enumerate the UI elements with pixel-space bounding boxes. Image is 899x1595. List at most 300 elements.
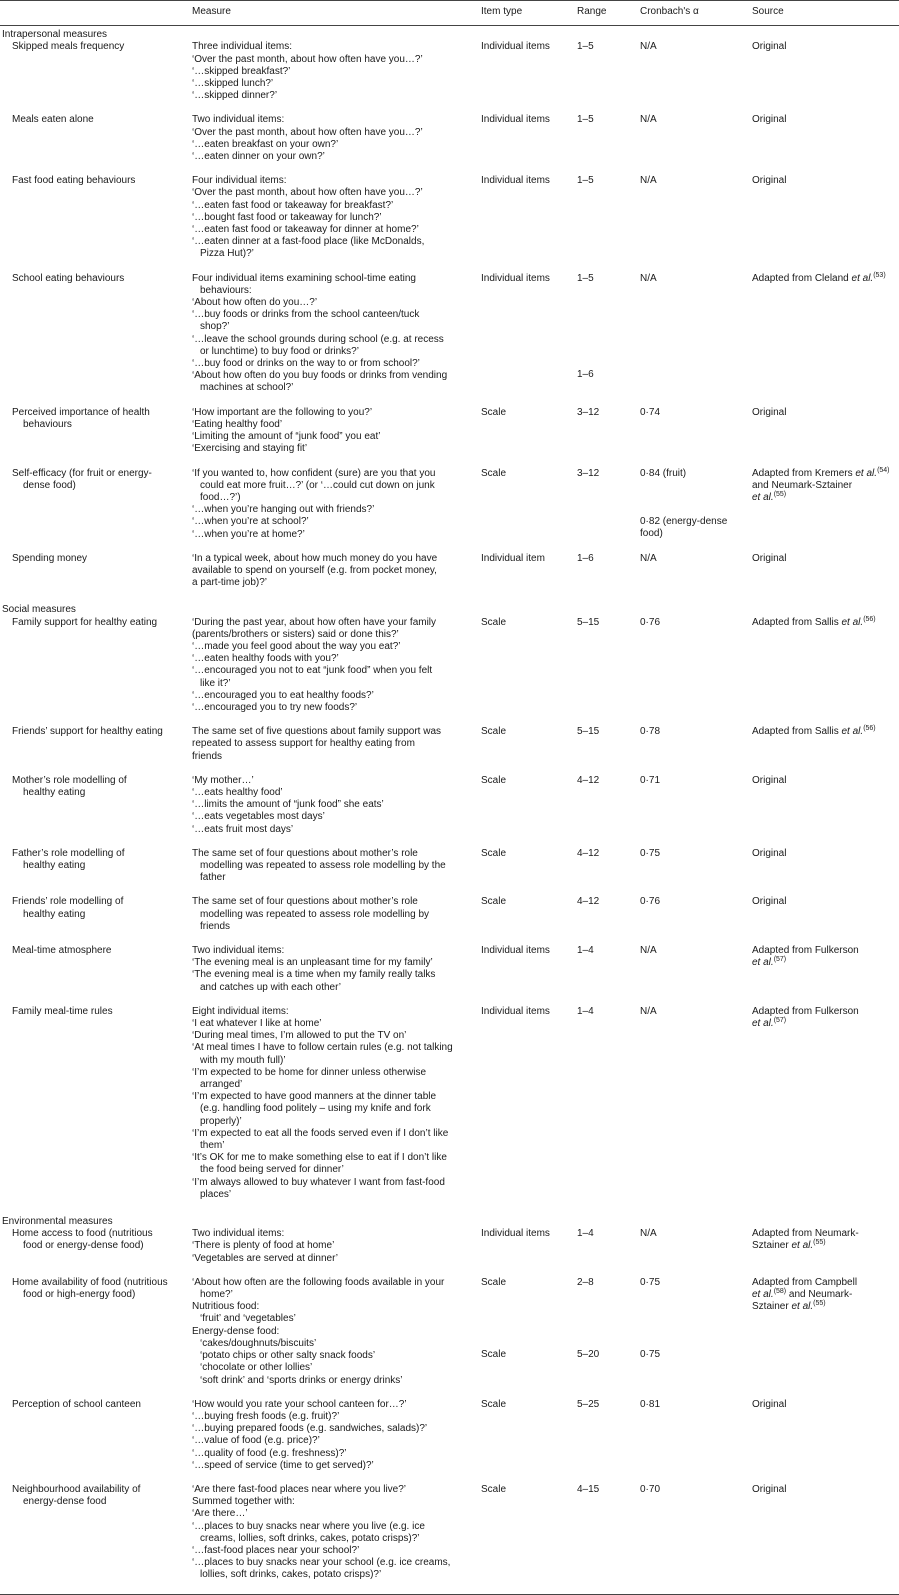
- table-row: [0, 1399, 899, 1484]
- measure-line: ‘…quality of food (e.g. freshness)?’: [192, 1447, 347, 1459]
- range-value: 1–5: [577, 41, 594, 53]
- source-cell: [752, 407, 899, 468]
- source-text: Original: [752, 774, 787, 786]
- source-line: [752, 553, 899, 565]
- measure-line: friends: [192, 750, 223, 762]
- reference-number: (56): [863, 615, 876, 623]
- item-type-cell: [481, 945, 577, 1006]
- measure-name: food or energy-dense food): [23, 1240, 144, 1252]
- alpha-value: N/A: [640, 945, 657, 956]
- measure-name: Neighbourhood availability of: [12, 1483, 141, 1495]
- range-value: 3–12: [577, 467, 600, 479]
- source-line: [752, 1240, 899, 1252]
- measure-line: ‘If you wanted to, how confident (sure) are you that you: [192, 467, 436, 479]
- section-header-row: [0, 1213, 899, 1228]
- item-type-cell: [481, 114, 577, 175]
- table-row: [0, 1228, 899, 1277]
- measure-name: Friends’ support for healthy eating: [12, 726, 163, 738]
- measure-name-cell: [0, 726, 192, 775]
- item-type: Scale: [481, 1276, 507, 1288]
- source-cell: [752, 896, 899, 945]
- et-al: et al.: [752, 1289, 774, 1301]
- range-value: 1–4: [577, 1005, 594, 1017]
- measure-name: Spending money: [12, 552, 88, 564]
- measure-line: Three individual items:: [192, 41, 293, 53]
- item-type-cell: [481, 1228, 577, 1277]
- measure-line: The same set of four questions about mother’s role: [192, 847, 418, 859]
- alpha-cell: [640, 775, 752, 848]
- et-al: et al.: [791, 1301, 814, 1313]
- measure-line: places’: [200, 1188, 232, 1200]
- reference-number: (53): [873, 271, 886, 279]
- measure-line: ‘potato chips or other salty snack foods’: [200, 1350, 376, 1362]
- source-text: Original: [752, 41, 787, 53]
- measure-line: behaviours:: [200, 284, 252, 296]
- alpha-value: N/A: [640, 1228, 657, 1240]
- measure-line: ‘…eaten dinner at a fast-food place (like McDonalds,: [192, 236, 425, 248]
- measure-line: Pizza Hut)?’: [200, 248, 254, 260]
- et-al: et al.: [752, 491, 774, 503]
- alpha-cell: [640, 41, 752, 114]
- measure-line: like it?’: [200, 677, 231, 689]
- item-type-cell: [481, 617, 577, 727]
- measure-name-cell: [0, 1006, 192, 1213]
- range-value: 1–4: [577, 1228, 594, 1240]
- measure-line: ‘…eaten fast food or takeaway for dinner at home?’: [192, 224, 419, 236]
- et-al: et al.: [752, 1018, 774, 1030]
- table-row: [0, 175, 899, 272]
- alpha-cell: [640, 1006, 752, 1213]
- header-measure: Measure: [192, 1, 481, 26]
- measure-description-cell: [192, 617, 481, 727]
- item-type: Individual items: [481, 175, 550, 187]
- measure-line: ‘…eaten breakfast on your own?’: [192, 138, 339, 150]
- item-type: Scale: [481, 616, 507, 628]
- source-text: Adapted from Fulkerson: [752, 945, 859, 956]
- alpha-value: 0·75: [640, 847, 661, 859]
- measure-line: ‘In a typical week, about how much money do you have: [192, 552, 438, 564]
- measure-line: ‘I’m expected to have good manners at the dinner table: [192, 1091, 437, 1103]
- measure-line: ‘…buy food or drinks on the way to or from school?’: [192, 358, 420, 370]
- section-header-row: [0, 601, 899, 616]
- measure-line: ‘…when you’re at school?’: [192, 516, 309, 528]
- alpha-value: 0·71: [640, 774, 661, 786]
- measure-line: ‘…buying fresh foods (e.g. fruit)?’: [192, 1410, 340, 1422]
- measure-name: healthy eating: [23, 786, 86, 798]
- measure-line: ‘…places to buy snacks near your school (e.g. ice creams,: [192, 1557, 451, 1569]
- measure-line: ‘…skipped breakfast?’: [192, 65, 291, 77]
- measure-line: The same set of four questions about mother’s role: [192, 896, 418, 908]
- measure-line: ‘I’m expected to eat all the foods served even if I don’t like: [192, 1127, 449, 1139]
- source-text: Original: [752, 1398, 787, 1410]
- range-value: 1–5: [577, 114, 594, 126]
- measure-line: ‘…eaten fast food or takeaway for breakfast?’: [192, 199, 394, 211]
- measure-name-cell: [0, 945, 192, 1006]
- item-type: Scale: [481, 406, 507, 418]
- alpha-value: N/A: [640, 272, 657, 284]
- measure-name: behaviours: [23, 418, 72, 430]
- measure-description-cell: [192, 726, 481, 775]
- source-text: Original: [752, 1483, 787, 1495]
- measure-line: creams, lollies, soft drinks, cakes, potato crisps)?’: [200, 1532, 420, 1544]
- measure-line: ‘Vegetables are served at dinner’: [192, 1252, 339, 1264]
- source-text: Adapted from Neumark-: [752, 1228, 859, 1240]
- section-title: Social measures: [2, 604, 76, 616]
- measure-line: ‘There is plenty of food at home’: [192, 1240, 335, 1252]
- reference-number: (55): [813, 1239, 826, 1247]
- measure-line: shop?’: [200, 321, 230, 333]
- measure-line: Summed together with:: [192, 1496, 295, 1508]
- measure-line: repeated to assess support for healthy eating from: [192, 738, 415, 750]
- measure-line: modelling was repeated to assess role modelling by: [200, 908, 430, 920]
- range-value: 1–4: [577, 945, 594, 956]
- header-item-type: Item type: [481, 1, 577, 26]
- measure-description-cell: [192, 1484, 481, 1594]
- source-cell: [752, 41, 899, 114]
- range-value: 5–20: [577, 1349, 600, 1361]
- measure-line: ‘How important are the following to you?’: [192, 406, 373, 418]
- source-cell: [752, 273, 899, 407]
- source-cell: [752, 617, 899, 727]
- item-type-cell: [481, 1484, 577, 1594]
- table-row: [0, 1277, 899, 1399]
- range-value: 5–25: [577, 1398, 600, 1410]
- section-title: Environmental measures: [2, 1216, 113, 1228]
- et-al: et al.: [855, 467, 878, 479]
- section-title: Intrapersonal measures: [2, 29, 108, 41]
- item-type: Scale: [481, 774, 507, 786]
- measure-line: the food being served for dinner’: [200, 1164, 344, 1176]
- table-row: [0, 273, 899, 407]
- measure-name: food or high-energy food): [23, 1289, 136, 1301]
- measure-line: ‘…made you feel good about the way you eat?’: [192, 640, 401, 652]
- source-line: [752, 114, 899, 126]
- measure-line: ‘…eats vegetables most days’: [192, 811, 325, 823]
- range-cell: [577, 553, 640, 602]
- table-row: [0, 617, 899, 727]
- range-cell: [577, 407, 640, 468]
- source-line: [752, 41, 899, 53]
- item-type: Individual items: [481, 1228, 550, 1240]
- item-type: Individual items: [481, 41, 550, 53]
- measure-name: Friends’ role modelling of: [12, 896, 124, 908]
- source-line: [752, 407, 899, 419]
- item-type-cell: [481, 175, 577, 272]
- table-row: [0, 114, 899, 175]
- measure-line: Two individual items:: [192, 1228, 285, 1240]
- measure-line: ‘…skipped lunch?’: [192, 78, 274, 90]
- alpha-cell: [640, 1228, 752, 1277]
- source-text: Adapted from Campbell: [752, 1276, 858, 1288]
- measure-line: ‘At meal times I have to follow certain rules (e.g. not talking: [192, 1042, 453, 1054]
- source-text: Sztainer: [752, 1301, 792, 1313]
- source-text: and Neumark-: [786, 1289, 853, 1301]
- measure-description-cell: [192, 553, 481, 602]
- measure-name: energy-dense food: [23, 1496, 107, 1508]
- source-line: [752, 492, 899, 504]
- source-line: [752, 273, 899, 285]
- measure-description-cell: [192, 945, 481, 1006]
- measure-line: ‘…eats fruit most days’: [192, 823, 294, 835]
- range-cell: [577, 848, 640, 897]
- measure-line: ‘chocolate or other lollies’: [200, 1362, 313, 1374]
- range-value: 4–12: [577, 847, 600, 859]
- measure-line: lollies, soft drinks, cakes, potato crisps)?’: [200, 1569, 382, 1581]
- alpha-cell: [640, 273, 752, 407]
- measure-line: Four individual items examining school-time eating: [192, 272, 416, 284]
- measure-name-cell: [0, 896, 192, 945]
- measure-name: Perceived importance of health: [12, 406, 150, 418]
- measure-description-cell: [192, 775, 481, 848]
- range-value: 4–15: [577, 1483, 600, 1495]
- range-value: 1–6: [577, 368, 594, 380]
- table-row: [0, 726, 899, 775]
- measure-description-cell: [192, 114, 481, 175]
- item-type-cell: [481, 273, 577, 407]
- alpha-cell: [640, 1277, 752, 1399]
- measure-name-cell: [0, 1277, 192, 1399]
- et-al: et al.: [841, 726, 864, 738]
- item-type: Scale: [481, 726, 507, 738]
- measure-description-cell: [192, 1006, 481, 1213]
- measure-name-cell: [0, 1484, 192, 1594]
- source-text: Adapted from Cleland: [752, 272, 852, 284]
- source-line: [752, 468, 899, 480]
- header-alpha: Cronbach's α: [640, 1, 752, 26]
- item-type-cell: [481, 41, 577, 114]
- measure-description-cell: [192, 468, 481, 553]
- measure-line: ‘Over the past month, about how often have you…?’: [192, 126, 423, 138]
- measure-description-cell: [192, 41, 481, 114]
- source-text: Original: [752, 406, 787, 418]
- header-source: Source: [752, 1, 899, 26]
- measure-line: ‘soft drink’ and ‘sports drinks or energy drinks’: [200, 1374, 403, 1386]
- item-type-cell: [481, 553, 577, 602]
- measure-line: could eat more fruit…?’ (or ‘…could cut down on junk: [200, 479, 435, 491]
- range-value: 2–8: [577, 1276, 594, 1288]
- measure-line: ‘Limiting the amount of “junk food” you eat’: [192, 431, 381, 443]
- alpha-cell: [640, 407, 752, 468]
- measure-line: food…?’): [200, 491, 241, 503]
- measure-line: ‘…bought fast food or takeaway for lunch?’: [192, 211, 382, 223]
- alpha-value: food): [640, 527, 663, 539]
- measure-line: ‘During meal times, I’m allowed to put the TV on’: [192, 1030, 407, 1042]
- measure-line: ‘cakes/doughnuts/biscuits’: [200, 1337, 317, 1349]
- measure-line: (e.g. handling food politely – using my knife and fork: [200, 1103, 431, 1115]
- source-text: Original: [752, 175, 787, 187]
- measure-name-cell: [0, 273, 192, 407]
- reference-number: (58): [773, 1288, 787, 1296]
- reference-number: (55): [813, 1300, 826, 1308]
- range-value: 5–15: [577, 726, 600, 738]
- table-row: [0, 945, 899, 1006]
- source-cell: [752, 468, 899, 553]
- measure-line: ‘I’m always allowed to buy whatever I want from fast-food: [192, 1176, 445, 1188]
- measure-line: ‘…when you’re at home?’: [192, 528, 305, 540]
- measure-name-cell: [0, 553, 192, 602]
- alpha-value: N/A: [640, 41, 657, 53]
- source-text: Original: [752, 114, 787, 126]
- measure-line: ‘Eating healthy food’: [192, 418, 283, 430]
- source-line: [752, 175, 899, 187]
- alpha-cell: [640, 175, 752, 272]
- source-text: Original: [752, 847, 787, 859]
- measure-line: with my mouth full)’: [200, 1054, 286, 1066]
- measure-name: Skipped meals frequency: [12, 41, 125, 53]
- measure-name: Self-efficacy (for fruit or energy-: [12, 467, 152, 479]
- alpha-cell: [640, 114, 752, 175]
- measure-line: ‘…when you’re hanging out with friends?’: [192, 504, 375, 516]
- et-al: et al.: [752, 957, 774, 969]
- item-type: Scale: [481, 467, 507, 479]
- source-cell: [752, 114, 899, 175]
- measure-line: Nutritious food:: [192, 1301, 260, 1313]
- measure-line: (parents/brothers or sisters) said or done this?’: [192, 628, 399, 640]
- reference-number: (57): [773, 1017, 787, 1025]
- measure-description-cell: [192, 1277, 481, 1399]
- range-value: 4–12: [577, 896, 600, 908]
- item-type-cell: [481, 407, 577, 468]
- alpha-value: 0·82 (energy-dense: [640, 515, 728, 527]
- measure-line: ‘About how often do you buy foods or drinks from vending: [192, 370, 448, 382]
- measure-line: ‘Exercising and staying fit’: [192, 443, 308, 455]
- reference-number: (55): [773, 490, 787, 498]
- alpha-cell: [640, 945, 752, 1006]
- item-type: Individual item: [481, 552, 545, 564]
- item-type-cell: [481, 1006, 577, 1213]
- alpha-value: 0·84 (fruit): [640, 467, 687, 479]
- alpha-cell: [640, 468, 752, 553]
- measure-line: father: [200, 872, 226, 884]
- source-line: [752, 1484, 899, 1496]
- item-type-cell: [481, 468, 577, 553]
- alpha-value: 0·75: [640, 1349, 661, 1361]
- table-row: [0, 41, 899, 114]
- measure-line: ‘About how often are the following foods available in your: [192, 1276, 445, 1288]
- source-cell: [752, 1399, 899, 1484]
- range-value: 5–15: [577, 616, 600, 628]
- source-line: [752, 617, 899, 629]
- source-text: Sztainer: [752, 1240, 792, 1252]
- item-type: Individual items: [481, 945, 550, 956]
- alpha-cell: [640, 896, 752, 945]
- measure-line: and catches up with each other’: [200, 981, 342, 993]
- alpha-value: 0·74: [640, 406, 661, 418]
- measure-line: ‘…eats healthy food’: [192, 786, 283, 798]
- measure-name-cell: [0, 775, 192, 848]
- measure-line: ‘…fast-food places near your school?’: [192, 1544, 360, 1556]
- measure-name: Family support for healthy eating: [12, 616, 158, 628]
- measure-line: available to spend on yourself (e.g. from pocket money,: [192, 564, 437, 576]
- measure-name: Family meal-time rules: [12, 1005, 113, 1017]
- measure-line: ‘Are there…’: [192, 1508, 248, 1520]
- reference-number: (56): [863, 725, 876, 733]
- range-value: 4–12: [577, 774, 600, 786]
- source-cell: [752, 1228, 899, 1277]
- measure-line: properly)’: [200, 1115, 242, 1127]
- item-type-cell: [481, 896, 577, 945]
- table-row: [0, 896, 899, 945]
- reference-number: (57): [773, 956, 787, 964]
- alpha-value: 0·76: [640, 896, 661, 908]
- measure-name-cell: [0, 1228, 192, 1277]
- item-type-cell: [481, 1399, 577, 1484]
- measure-line: ‘…eaten dinner on your own?’: [192, 151, 325, 163]
- measure-line: ‘…places to buy snacks near where you live (e.g. ice: [192, 1520, 425, 1532]
- range-cell: [577, 617, 640, 727]
- source-line: [752, 726, 899, 738]
- measure-line: ‘How would you rate your school canteen for…?’: [192, 1398, 407, 1410]
- range-cell: [577, 41, 640, 114]
- item-type: Individual items: [481, 1005, 550, 1017]
- measure-line: ‘About how often do you…?’: [192, 297, 318, 309]
- range-cell: [577, 273, 640, 407]
- range-cell: [577, 1484, 640, 1594]
- alpha-value: N/A: [640, 1005, 657, 1017]
- et-al: et al.: [841, 616, 864, 628]
- range-value: 1–6: [577, 552, 594, 564]
- measure-name: healthy eating: [23, 908, 86, 920]
- reference-number: (54): [877, 466, 890, 474]
- measure-line: ‘…buying prepared foods (e.g. sandwiches, salads)?’: [192, 1423, 428, 1435]
- alpha-cell: [640, 848, 752, 897]
- measure-line: them’: [200, 1140, 225, 1152]
- source-cell: [752, 175, 899, 272]
- range-cell: [577, 896, 640, 945]
- measure-line: modelling was repeated to assess role modelling by the: [200, 859, 446, 871]
- source-line: [752, 848, 899, 860]
- measure-line: ‘I’m expected to be home for dinner unless otherwise: [192, 1066, 427, 1078]
- measure-line: ‘…encouraged you to eat healthy foods?’: [192, 689, 374, 701]
- measure-description-cell: [192, 407, 481, 468]
- item-type-cell: [481, 726, 577, 775]
- source-cell: [752, 1484, 899, 1594]
- measure-line: Eight individual items:: [192, 1005, 289, 1017]
- alpha-value: 0·78: [640, 726, 661, 738]
- measure-line: ‘…limits the amount of “junk food” she eats’: [192, 799, 384, 811]
- range-cell: [577, 175, 640, 272]
- measure-line: or lunchtime) to buy food or drinks?’: [200, 345, 359, 357]
- source-cell: [752, 1277, 899, 1399]
- measure-line: Two individual items:: [192, 945, 285, 956]
- measure-line: ‘The evening meal is a time when my family really talks: [192, 969, 436, 981]
- range-cell: [577, 114, 640, 175]
- alpha-value: N/A: [640, 114, 657, 126]
- et-al: et al.: [791, 1240, 814, 1252]
- measure-name-cell: [0, 468, 192, 553]
- measure-line: ‘…eaten healthy foods with you?’: [192, 653, 339, 665]
- measure-name: Mother’s role modelling of: [12, 774, 127, 786]
- alpha-cell: [640, 1484, 752, 1594]
- source-cell: [752, 1006, 899, 1213]
- alpha-cell: [640, 553, 752, 602]
- measure-line: home?’: [200, 1289, 233, 1301]
- measure-line: ‘…skipped dinner?’: [192, 90, 278, 102]
- measure-line: ‘…buy foods or drinks from the school canteen/tuck: [192, 309, 420, 321]
- source-cell: [752, 726, 899, 775]
- measure-line: ‘…value of food (e.g. price)?’: [192, 1435, 320, 1447]
- measure-line: The same set of five questions about family support was: [192, 726, 442, 738]
- table-header: [0, 1, 899, 26]
- measure-name: Home availability of food (nutritious: [12, 1276, 168, 1288]
- measure-line: friends: [200, 920, 231, 932]
- source-text: Adapted from Sallis: [752, 616, 842, 628]
- measure-description-cell: [192, 175, 481, 272]
- measure-line: Energy-dense food:: [192, 1325, 280, 1337]
- measure-name-cell: [0, 407, 192, 468]
- measure-line: ‘It’s OK for me to make something else to eat if I don’t like: [192, 1152, 447, 1164]
- measure-name-cell: [0, 617, 192, 727]
